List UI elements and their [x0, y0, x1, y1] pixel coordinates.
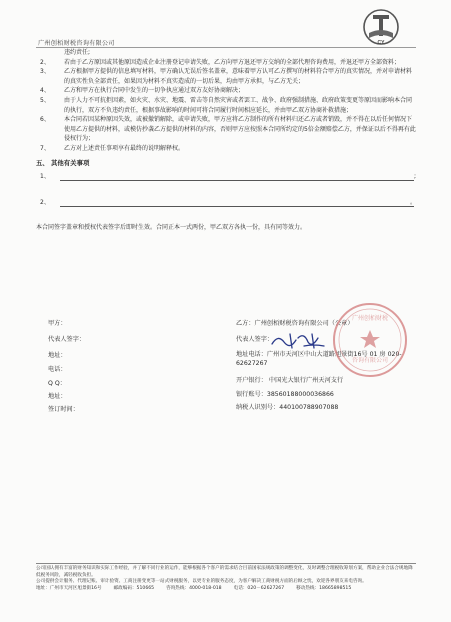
handwritten-signature: [268, 330, 328, 352]
clause-number: 6、: [40, 116, 50, 124]
party-a-date-label: 签订时间：: [48, 406, 79, 413]
blank-line-2: [36, 194, 416, 220]
clause-3: [36, 67, 416, 86]
clause-2: [36, 58, 416, 68]
party-b-bank: 开户银行： 中国光大银行广州天河支行: [236, 377, 344, 384]
clause-text: 乙方和甲方在执行合同中发生的一切争执应通过双方友好协商解决；: [64, 87, 245, 95]
blank-line-1: [36, 168, 416, 194]
party-b-address: 地址电话：广州市天河区中山大道路旭景街16号 01 房 020-62627267: [236, 351, 402, 367]
clause-1-tail: 违约责任;: [64, 49, 91, 56]
clause-4: [36, 86, 416, 96]
company-logo-icon: [360, 6, 402, 48]
footer-divider: [36, 563, 416, 564]
footer-phone: 电话：020－62627267: [233, 585, 285, 591]
blank-end-mark: 。: [409, 199, 416, 207]
effective-notice: 本合同签字盖章和授权代表签字后即时生效。合同正本一式两份，甲乙双方各执一份，具有同等效力。: [36, 224, 307, 232]
footer-intro-1: 公司国认拥有丰富的财务知识和实际工作经验，并了解不同行业的运作，能够根据各个客户的需求结合目前国家法规政策的调整变化，及时调整合理税收筹划方案，帮助企业合法合规地降低税务风险，减轻税收负担。: [36, 566, 413, 578]
contract-body: [36, 48, 416, 233]
clause-6: [36, 115, 416, 144]
clause-text: 乙方对上述责任事项享有最终的说明解释权。: [64, 144, 185, 152]
clause-number: 7、: [40, 144, 50, 152]
clause-text: 由于人力不可抗拒因素，如火灾、水灾、地震、雷击等自然灾害或者罢工、战争、政府强制措施、政府政策变更等原因而影响本合同的执行，双方不负违约责任，根据事故影响的时间可将合同履行时间相应延长，并由甲乙双方协商补救措施；: [64, 96, 413, 114]
party-a-site-label: 地址：: [48, 393, 67, 400]
svg-text:咨询有限公司: 咨询有限公司: [351, 357, 389, 364]
footer-address: 地址：广州市天河区旭景街16号: [36, 585, 102, 591]
footer-intro-2: 公司提供会计服务、代理记账、审计验资、工商注册变更等一站式财税服务，以更专业的服务态度，为客户解决工商财税方面的后顾之忧，欢迎各界朋友来电咨询。: [36, 579, 367, 585]
header-company: 广州创栢财税咨询有限公司: [38, 40, 115, 47]
party-a-addr-label: 地址：: [48, 352, 67, 359]
blank-number: 2、: [40, 199, 50, 207]
fill-in-line: [60, 180, 414, 181]
clause-5: [36, 96, 416, 115]
party-a-label: 甲方：: [48, 320, 67, 327]
clause-number: 3、: [40, 68, 50, 76]
footer-hotline: 咨询热线：4000-018-018: [166, 585, 222, 591]
footer: [36, 566, 416, 592]
party-b-tax-id: 纳税人识别号：440100788907088: [236, 404, 339, 411]
svg-text:CY: CY: [377, 40, 385, 46]
party-b-rep: 代表人签字：: [236, 336, 274, 343]
company-seal: [330, 300, 410, 380]
svg-text:广州创栢财税: 广州创栢财税: [351, 315, 389, 322]
party-b-account: 银行账号：38560188000036866: [236, 391, 334, 398]
clause-text: 乙方根据甲方提供的信息填写材料，甲方确认无误后签名盖章，意味着甲方认可乙方撰写的材料符合甲方的真实情况，并对申请材料的真实性负全部责任，如果因为材料不真实造成的一切后果，均由甲方承担，与乙方无关；: [64, 68, 413, 85]
blank-number: 1、: [40, 173, 50, 181]
footer-postcode: 邮政编码：510665: [113, 585, 155, 591]
party-a-rep-label: 代表人签字：: [48, 336, 86, 343]
clause-text: 本合同若因某种原因失效，或被撤销解除，或申请失败，甲方应将乙方制作的所有材料归还乙方或者销毁，并不得在以后任何情况下使用乙方提供的材料，或模仿抄袭乙方提供的材料的内容，否则甲方应按照本合同所约定的5倍金额赔偿乙方，并保证以后不得再有此侵权行为；: [64, 116, 416, 143]
section-5-title: 五、 其他有关事项: [36, 158, 90, 167]
clause-7: [36, 144, 416, 154]
clause-text: 若由于乙方原因或其他原因造成企业注册登记申请失败，乙方向甲方退还甲方交纳的全部代理咨询费用，并退还甲方全部资料；: [64, 58, 401, 66]
blank-end-mark: ;: [413, 173, 416, 181]
clause-number: 4、: [40, 87, 50, 95]
clause-number: 5、: [40, 96, 50, 104]
party-b-name: 乙方：广州创栢财税咨询有限公司（公章）: [236, 320, 354, 327]
fill-in-line: [60, 206, 414, 207]
footer-contact-row: [36, 586, 416, 593]
clause-number: 2、: [40, 58, 50, 66]
party-a-qq-label: Q Q：: [48, 380, 66, 387]
party-a-tel-label: 电话：: [48, 366, 67, 373]
footer-mobile: 移动热线：18665898515: [296, 585, 352, 591]
